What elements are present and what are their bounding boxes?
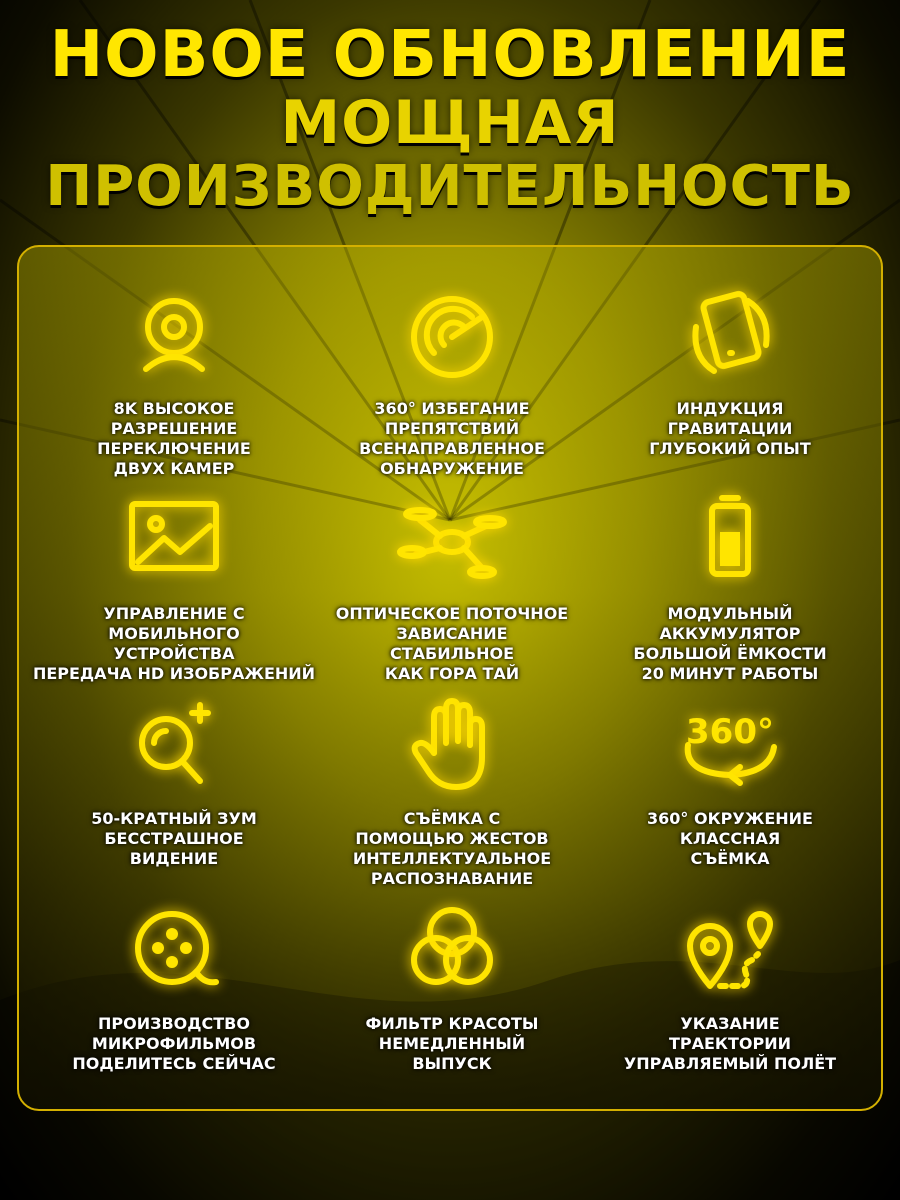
features-panel bbox=[17, 245, 883, 1111]
feature-card bbox=[585, 492, 875, 697]
headline-line-2: МОЩНАЯ bbox=[280, 88, 620, 158]
radar-icon bbox=[402, 287, 502, 387]
feature-card bbox=[29, 492, 319, 697]
webcam-icon bbox=[124, 287, 224, 387]
drone-icon bbox=[402, 492, 502, 592]
feature-label: 360° ИЗБЕГАНИЕ ПРЕПЯТСТВИЙ ВСЕНАПРАВЛЕННОЕ ОБНАРУЖЕНИЕ bbox=[359, 399, 545, 478]
feature-label: ОПТИЧЕСКОЕ ПОТОЧНОЕ ЗАВИСАНИЕ СТАБИЛЬНОЕ КАК ГОРА ТАЙ bbox=[335, 604, 569, 683]
zoom-icon bbox=[124, 697, 224, 797]
hand-gesture-icon bbox=[402, 697, 502, 797]
feature-card bbox=[307, 287, 597, 492]
feature-card bbox=[585, 287, 875, 492]
film-reel-icon bbox=[124, 902, 224, 1002]
panorama-360-icon bbox=[680, 697, 780, 797]
feature-card bbox=[307, 902, 597, 1107]
headline-line-1: НОВОЕ ОБНОВЛЕНИЕ bbox=[49, 18, 851, 92]
feature-card bbox=[29, 697, 319, 902]
beauty-filter-icon bbox=[402, 902, 502, 1002]
headline-line-3: ПРОИЗВОДИТЕЛЬНОСТЬ bbox=[45, 154, 855, 219]
feature-card bbox=[585, 697, 875, 902]
feature-label: 360° ОКРУЖЕНИЕ КЛАССНАЯ СЪЁМКА bbox=[647, 809, 813, 868]
feature-label: УКАЗАНИЕ ТРАЕКТОРИИ УПРАВЛЯЕМЫЙ ПОЛЁТ bbox=[623, 1014, 837, 1073]
route-pin-icon bbox=[680, 902, 780, 1002]
feature-card bbox=[307, 492, 597, 697]
feature-label: ИНДУКЦИЯ ГРАВИТАЦИИ ГЛУБОКИЙ ОПЫТ bbox=[649, 399, 811, 458]
svg-text:360°: 360° bbox=[686, 712, 774, 752]
feature-label: ПРОИЗВОДСТВО МИКРОФИЛЬМОВ ПОДЕЛИТЕСЬ СЕЙЧАС bbox=[72, 1014, 276, 1073]
feature-card bbox=[29, 287, 319, 492]
feature-card bbox=[307, 697, 597, 902]
feature-label: МОДУЛЬНЫЙ АККУМУЛЯТОР БОЛЬШОЙ ЁМКОСТИ 20 МИНУТ РАБОТЫ bbox=[633, 604, 827, 683]
feature-label: 50-КРАТНЫЙ ЗУМ БЕССТРАШНОЕ ВИДЕНИЕ bbox=[91, 809, 257, 868]
feature-label: СЪЁМКА С ПОМОЩЬЮ ЖЕСТОВ ИНТЕЛЛЕКТУАЛЬНОЕ РАСПОЗНАВАНИЕ bbox=[352, 809, 552, 888]
image-icon bbox=[124, 492, 224, 592]
feature-label: УПРАВЛЕНИЕ С МОБИЛЬНОГО УСТРОЙСТВА ПЕРЕДАЧА HD ИЗОБРАЖЕНИЙ bbox=[32, 604, 316, 683]
rotate-phone-icon bbox=[680, 287, 780, 387]
feature-card bbox=[585, 902, 875, 1107]
feature-label: ФИЛЬТР КРАСОТЫ НЕМЕДЛЕННЫЙ ВЫПУСК bbox=[365, 1014, 539, 1073]
feature-label: 8K ВЫСОКОЕ РАЗРЕШЕНИЕ ПЕРЕКЛЮЧЕНИЕ ДВУХ КАМЕР bbox=[97, 399, 251, 478]
feature-card bbox=[29, 902, 319, 1107]
battery-icon bbox=[680, 492, 780, 592]
